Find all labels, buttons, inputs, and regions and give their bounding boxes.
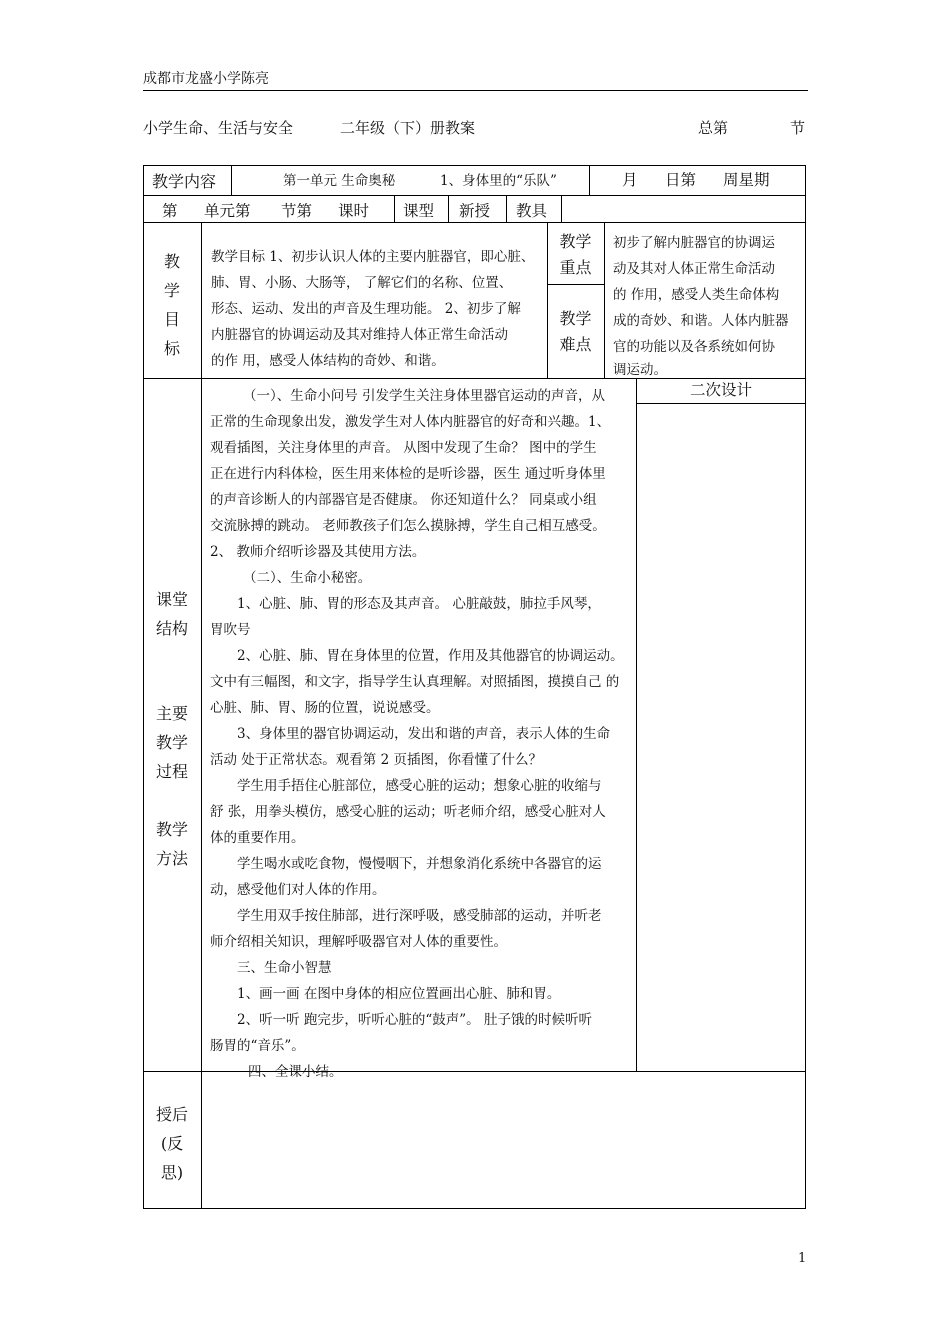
col-divider xyxy=(561,195,562,222)
date-day: 日第 xyxy=(665,171,697,189)
col-divider xyxy=(394,195,395,222)
col-divider xyxy=(636,378,637,1071)
col-divider xyxy=(448,195,449,222)
col-divider xyxy=(589,165,590,195)
key-points-text: 初步了解内脏器官的协调运 动及其对人体正常生命活动 的 作用，感受人类生命体构 成的奇妙、和谐。人体内脏器 官的功能以及各系统如何协 调运动。 xyxy=(613,235,789,378)
unit-section-label: 单元第 xyxy=(204,202,251,220)
col-divider xyxy=(201,1071,202,1208)
row-divider xyxy=(143,195,806,196)
lesson-type-label: 课型 xyxy=(403,202,435,220)
date-month: 月 xyxy=(622,171,638,189)
lesson-type-value: 新授 xyxy=(459,202,491,220)
goals-text: 教学目标 1、初步认识人体的主要内脏器官，即心脏、 肺、胃、小肠、大肠等， 了解它们的名称、位置、 形态、运动、发出的声音及生理功能。 2、初步了解 内脏器官的协调运动及其对维持人体正常生命活动 的作 用，感受人体结构的奇妙、和谐。 xyxy=(211,249,535,369)
teaching-aids-label: 教具 xyxy=(516,202,548,220)
row-divider xyxy=(143,222,806,223)
page-number: 1 xyxy=(798,1251,807,1266)
key-divider xyxy=(547,284,604,285)
col-divider xyxy=(506,195,507,222)
main-process-label: 主要 教学 过程 xyxy=(155,704,188,781)
table-border-bottom xyxy=(143,1208,806,1209)
grade-title: 二年级（下）册教案 xyxy=(340,119,476,137)
teaching-method-label: 教学 方法 xyxy=(155,820,188,868)
course-title: 小学生命、生活与安全 xyxy=(143,119,294,137)
total-prefix: 总第 xyxy=(698,119,729,137)
unit-number-label: 第 xyxy=(162,202,178,220)
difficulty-label: 教学 难点 xyxy=(559,309,592,354)
header-rule xyxy=(143,90,808,91)
total-suffix: 节 xyxy=(790,119,806,137)
second-design-label: 二次设计 xyxy=(689,381,752,399)
table-border-top xyxy=(143,165,806,166)
table-border-right xyxy=(805,165,806,1208)
col-divider xyxy=(604,222,605,378)
col-divider xyxy=(231,165,232,195)
period-label: 课时 xyxy=(338,202,370,220)
col-divider xyxy=(201,222,202,378)
school-name: 成都市龙盛小学陈亮 xyxy=(143,71,269,87)
goals-label: 教 学 目 标 xyxy=(163,252,180,358)
col-divider xyxy=(201,378,202,1071)
teaching-content-label: 教学内容 xyxy=(152,172,217,191)
class-structure-label: 课堂 结构 xyxy=(155,590,188,638)
lesson-title: 1、身体里的“乐队” xyxy=(440,173,557,189)
reflection-label: 授后 (反 思) xyxy=(155,1105,188,1182)
section-label: 节第 xyxy=(281,202,313,220)
key-points-label: 教学 重点 xyxy=(559,232,592,277)
unit-title: 第一单元 生命奥秘 xyxy=(283,173,396,189)
process-text: （一）、生命小问号 引发学生关注身体里器官运动的声音，从 正常的生命现象出发，激发学生对人体内脏器官的好奇和兴趣。1、 观看插图，关注身体里的声音。 从图中发现了生命？ 图中的学生 正在进行内科体检，医生用来体检的是听诊器，医生 通过听身体里 的声音诊断人的内部器官是否健康。 你还知道什么？ 同桌或小组 交流脉搏的跳动。 老师教孩子们怎么摸脉搏，学生自己相互感受。 2、 教师介绍听诊器及其使用方法。 （二）、生命小秘密。 1、心脏、肺、胃的形态及其声音。 心脏敲鼓，肺拉手风琴， 胃吹号 2、心脏、肺、胃在身体里的位置，作用及其他器官的协调运动。 文中有三幅图，和文字，指导学生认真理解。对照插图，摸摸自己 的 心脏、肺、胃、肠的位置，说说感受。 3、身体里的器官协调运动，发出和谐的声音，表示人体的生命 活动 处于正常状态。观看第 2 页插图，你看懂了什么？ 学生用手捂住心脏部位，感受心脏的运动；想象心脏的收缩与 舒 张，用拳头模仿，感受心脏的运动；听老师介绍，感受心脏对人 体的重要作用。 学生喝水或吃食物，慢慢咽下，并想象消化系统中各器官的运 动，感受他们对人体的作用。 学生用双手按住肺部，进行深呼吸，感受肺部的运动，并听老 师介绍相关知识，理解呼吸器官对人体的重要性。 三、生命小智慧 1、画一画 在图中身体的相应位置画出心脏、肺和胃。 2、听一听 跑完步，听听心脏的“鼓声”。 肚子饿的时候听听 肠胃的“音乐”。 四、全课小结。 xyxy=(210,388,624,1080)
second-design-divider xyxy=(636,403,806,404)
date-week: 周星期 xyxy=(723,171,770,189)
